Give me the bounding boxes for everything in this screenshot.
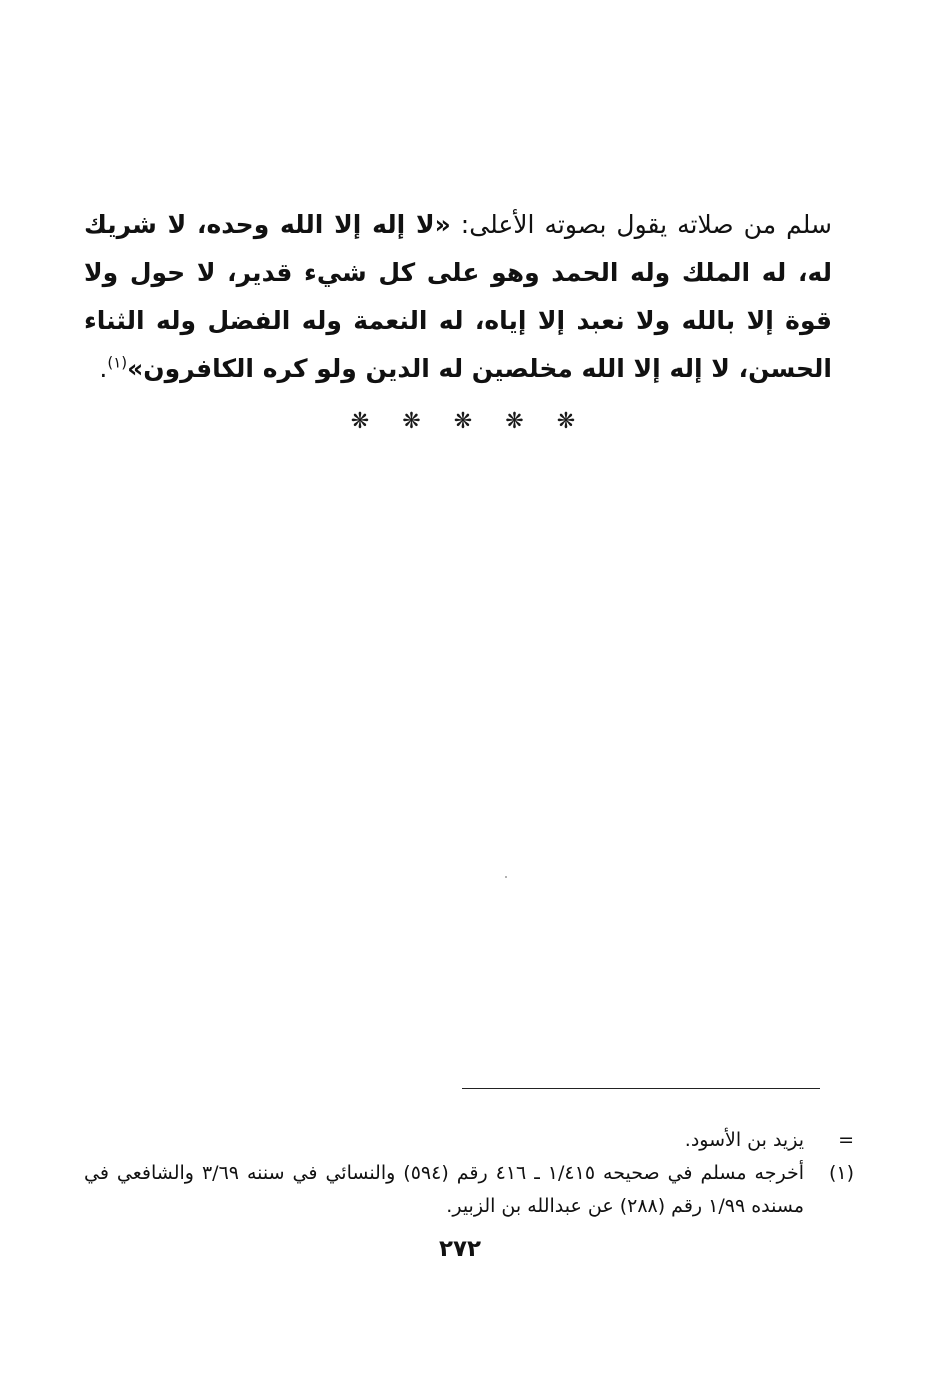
separator-star-icon: ❋ [453, 409, 473, 434]
footnotes [84, 1124, 854, 1223]
footnote-text: أخرجه مسلم في صحيحه ١/٤١٥ ـ ٤١٦ رقم (٥٩٤) والنسائي في سننه ٣/٦٩ والشافعي في مسنده ١/٩٩ رقم (٢٨٨) عن عبدالله بن الزبير. [84, 1162, 804, 1217]
paragraph-end: . [99, 354, 108, 383]
separator-star-icon: ❋ [402, 409, 421, 434]
footnote-text: يزيد بن الأسود. [684, 1129, 804, 1151]
footnote-continuation [84, 1124, 854, 1157]
footnote-1 [84, 1157, 854, 1223]
separator-star-icon: ❋ [505, 409, 524, 434]
section-separator [348, 406, 578, 438]
separator-star-icon: ❋ [350, 409, 370, 434]
separator-star-icon: ❋ [556, 409, 576, 434]
footnote-reference: (١) [107, 353, 128, 372]
scan-speck [505, 876, 507, 878]
paragraph-lead: سلم من صلاته يقول بصوته الأعلى: [450, 210, 832, 239]
page-number: ٢٧٢ [438, 1236, 482, 1262]
footnote-marker: = [838, 1129, 854, 1151]
footnote-marker: (١) [828, 1162, 854, 1184]
main-paragraph [84, 201, 832, 393]
footnote-divider [462, 1088, 820, 1089]
quoted-dhikr: «لا إله إلا الله وحده، لا شريك له، له الملك وله الحمد وهو على كل شيء قدير، لا حول ولا قوة إلا بالله ولا نعبد إلا إياه، له النعمة وله الفضل وله الثناء الحسن، لا إله إلا الله مخلصين له الدين ولو كره الكافرون» [84, 210, 832, 383]
